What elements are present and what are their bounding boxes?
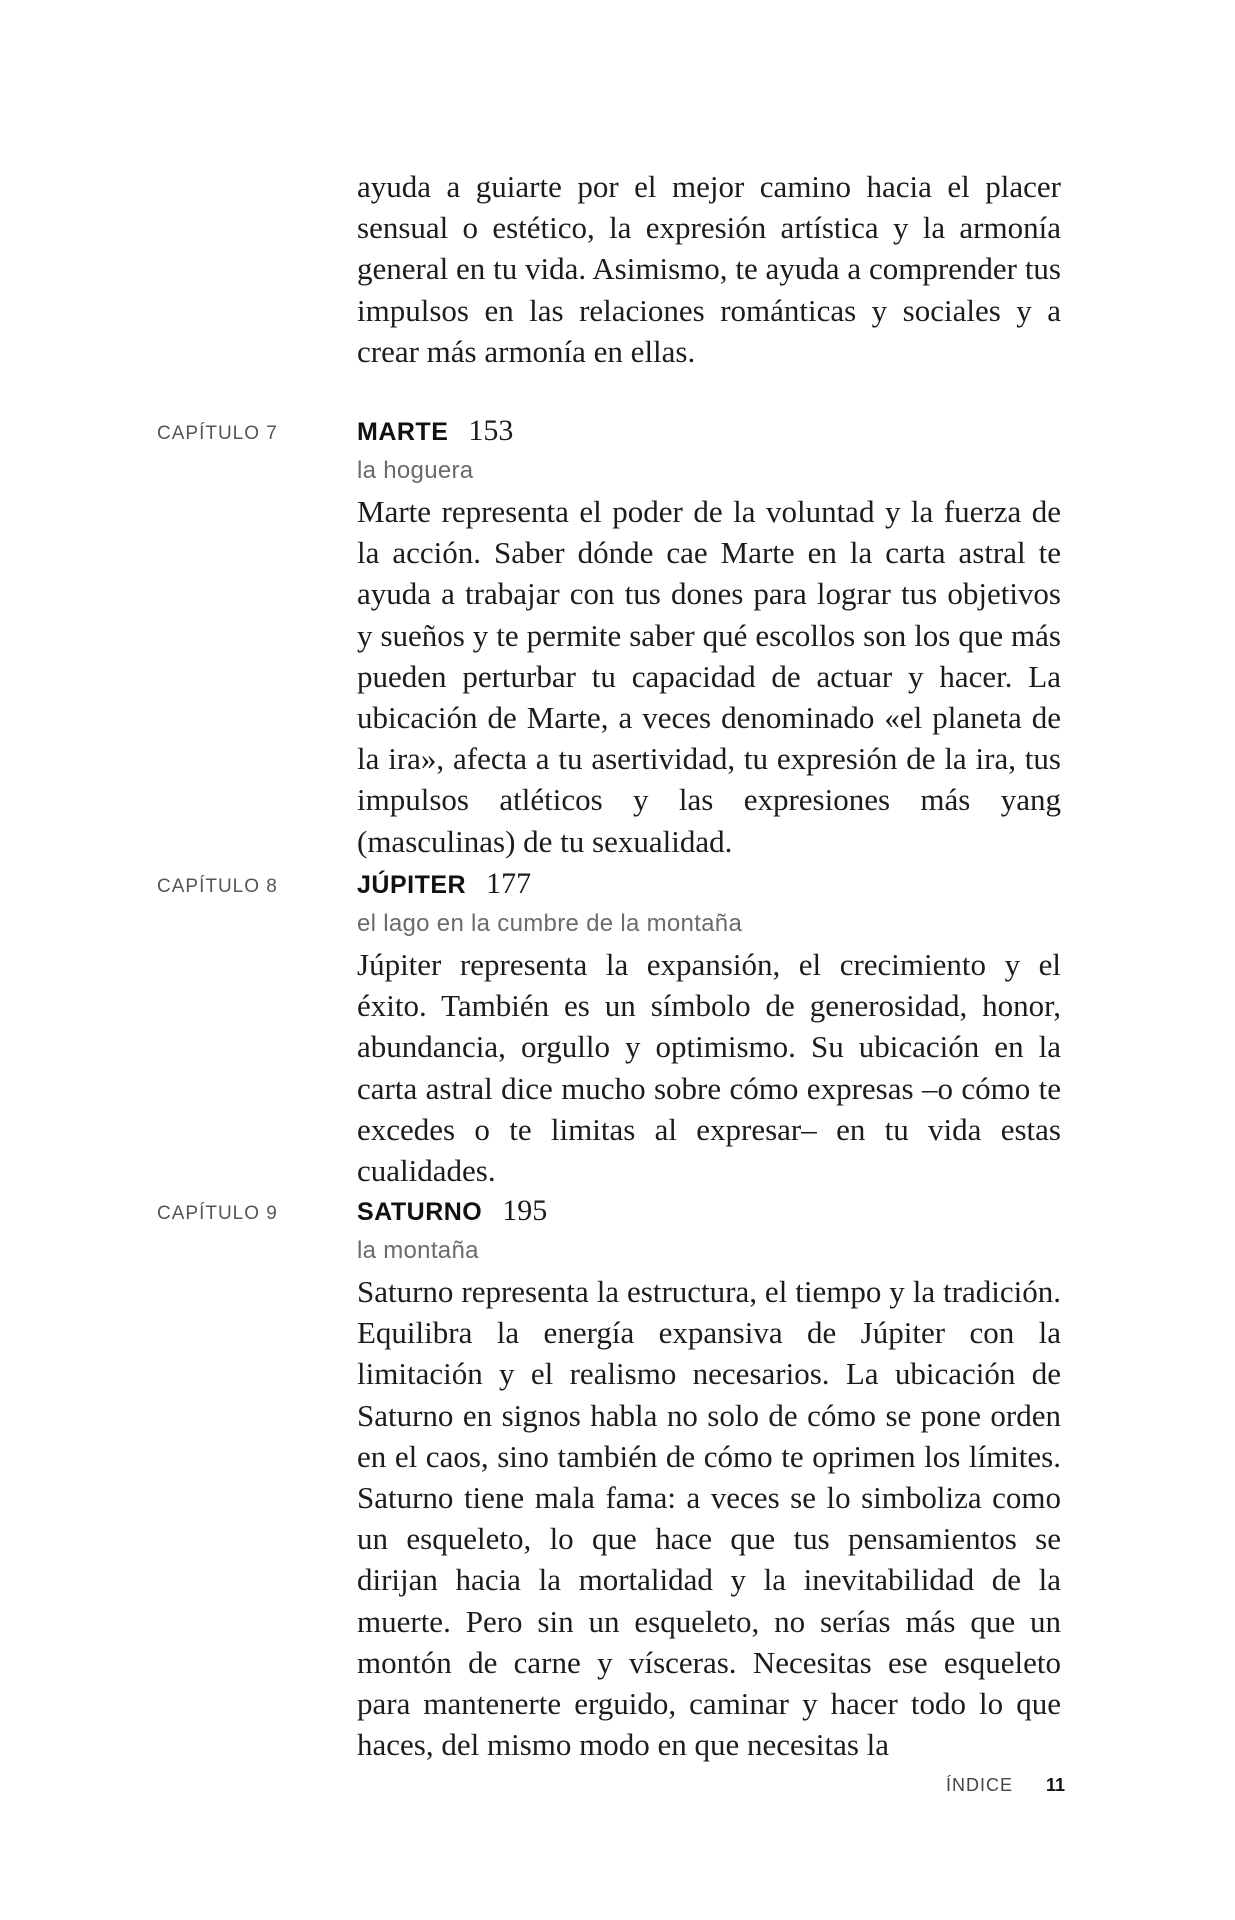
chapter-heading [357,411,1061,451]
planet-name: JÚPITER [357,871,467,899]
chapter-subtitle: la montaña [357,1237,479,1264]
page-footer [0,1775,1235,1805]
page-reference: 195 [502,1194,548,1227]
chapter-subtitle: la hoguera [357,457,474,484]
chapter-label: CAPÍTULO 7 [157,423,278,444]
chapter-heading [357,864,1061,904]
chapter-label: CAPÍTULO 9 [157,1203,278,1224]
running-footer-section: ÍNDICE [946,1775,1014,1795]
chapter-heading [357,1191,1061,1231]
chapter-content [357,411,1061,862]
chapter-description: Júpiter representa la expansión, el crecimiento y el éxito. También es un símbolo de generosidad, honor, abundancia, orgullo y optimismo. Su ubicación en la carta astral dice mucho sobre cómo expresas –o cómo te excedes o te limitas al expresar– en tu vida estas cualidades. [357,947,1061,1189]
chapter-content [357,864,1061,1191]
chapter-content [357,1191,1061,1765]
chapter-subtitle: el lago en la cumbre de la montaña [357,910,743,937]
planet-name: MARTE [357,418,449,446]
chapter-description: Marte representa el poder de la voluntad y la fuerza de la acción. Saber dónde cae Marte en la carta astral te ayuda a trabajar con tus dones para lograr tus objetivos y sueños y te permite saber qué escollos son los que más pueden perturbar tu capacidad de actuar y hacer. La ubicación de Marte, a veces denominado «el planeta de la ira», afecta a tu asertividad, tu expresión de la ira, tus impulsos atléticos y las expresiones más yang (masculinas) de tu sexualidad. [357,494,1061,859]
chapter-label: CAPÍTULO 8 [157,876,278,897]
intro-paragraph: ayuda a guiarte por el mejor camino hacia el placer sensual o estético, la expresión artística y la armonía general en tu vida. Asimismo, te ayuda a comprender tus impulsos en las relaciones románticas y sociales y a crear más armonía en ellas. [357,169,1061,369]
page-reference: 153 [468,414,514,447]
page-number: 11 [1046,1775,1066,1795]
planet-name: SATURNO [357,1198,483,1226]
page-reference: 177 [486,867,532,900]
chapter-description: Saturno representa la estructura, el tiempo y la tradición. Equilibra la energía expansiva de Júpiter con la limitación y el realismo necesarios. La ubicación de Saturno en signos habla no solo de cómo se pone orden en el caos, sino también de cómo te oprimen los límites. Saturno tiene mala fama: a veces se lo simboliza como un esqueleto, lo que hace que tus pensamientos se dirijan hacia la mortalidad y la inevitabilidad de la muerte. Pero sin un esqueleto, no serías más que un montón de carne y vísceras. Necesitas ese esqueleto para mantenerte erguido, caminar y hacer todo lo que haces, del mismo modo en que necesitas la [357,1274,1061,1763]
